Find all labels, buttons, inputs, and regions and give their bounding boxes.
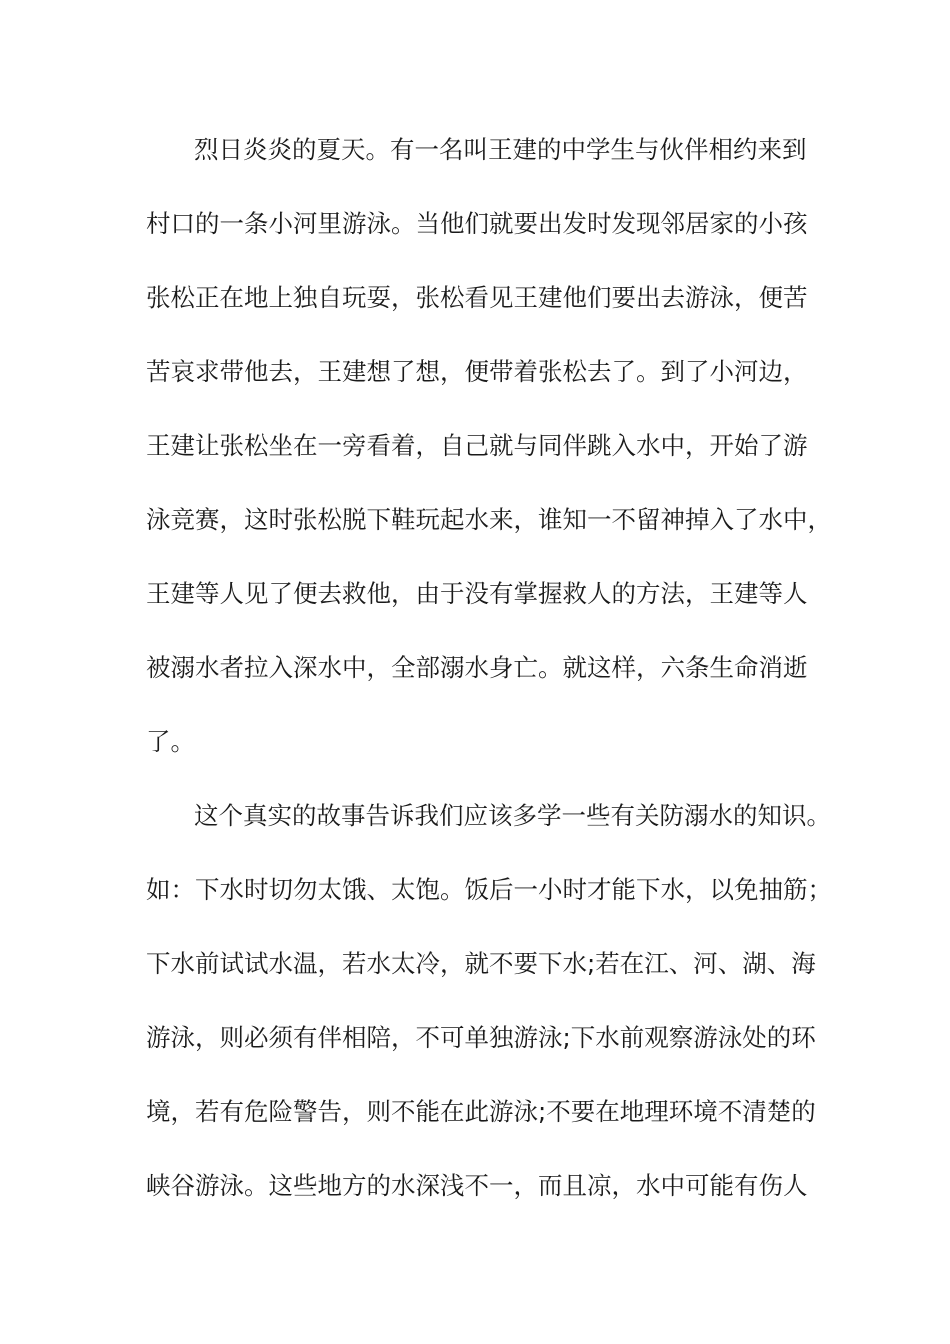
paragraph-2-line-5: 境，若有危险警告，则不能在此游泳;不要在地理环境不清楚的 — [146, 1097, 816, 1126]
paragraph-2-line-4: 游泳，则必须有伴相陪，不可单独游泳;下水前观察游泳处的环 — [146, 1023, 816, 1052]
paragraph-1-line-8: 被溺水者拉入深水中，全部溺水身亡。就这样，六条生命消逝 — [146, 653, 808, 682]
paragraph-1-line-1: 烈日炎炎的夏天。有一名叫王建的中学生与伙伴相约来到 — [194, 135, 807, 164]
paragraph-1-line-9: 了。 — [146, 727, 195, 756]
paragraph-1-line-2: 村口的一条小河里游泳。当他们就要出发时发现邻居家的小孩 — [146, 209, 808, 238]
paragraph-2-line-2: 如：下水时切勿太饿、太饱。饭后一小时才能下水，以免抽筋； — [146, 875, 832, 904]
paragraph-1-line-6: 泳竞赛，这时张松脱下鞋玩起水来，谁知一不留神掉入了水中， — [146, 505, 832, 534]
paragraph-1-line-5: 王建让张松坐在一旁看着，自己就与同伴跳入水中，开始了游 — [146, 431, 808, 460]
paragraph-1-line-4: 苦哀求带他去，王建想了想，便带着张松去了。到了小河边， — [146, 357, 808, 386]
paragraph-2-line-6: 峡谷游泳。这些地方的水深浅不一，而且凉，水中可能有伤人 — [146, 1171, 808, 1200]
paragraph-1-line-3: 张松正在地上独自玩耍，张松看见王建他们要出去游泳，便苦 — [146, 283, 808, 312]
paragraph-1-line-7: 王建等人见了便去救他，由于没有掌握救人的方法，王建等人 — [146, 579, 808, 608]
paragraph-2-line-1: 这个真实的故事告诉我们应该多学一些有关防溺水的知识。 — [194, 801, 831, 830]
paragraph-2-line-3: 下水前试试水温，若水太冷，就不要下水;若在江、河、湖、海 — [146, 949, 816, 978]
